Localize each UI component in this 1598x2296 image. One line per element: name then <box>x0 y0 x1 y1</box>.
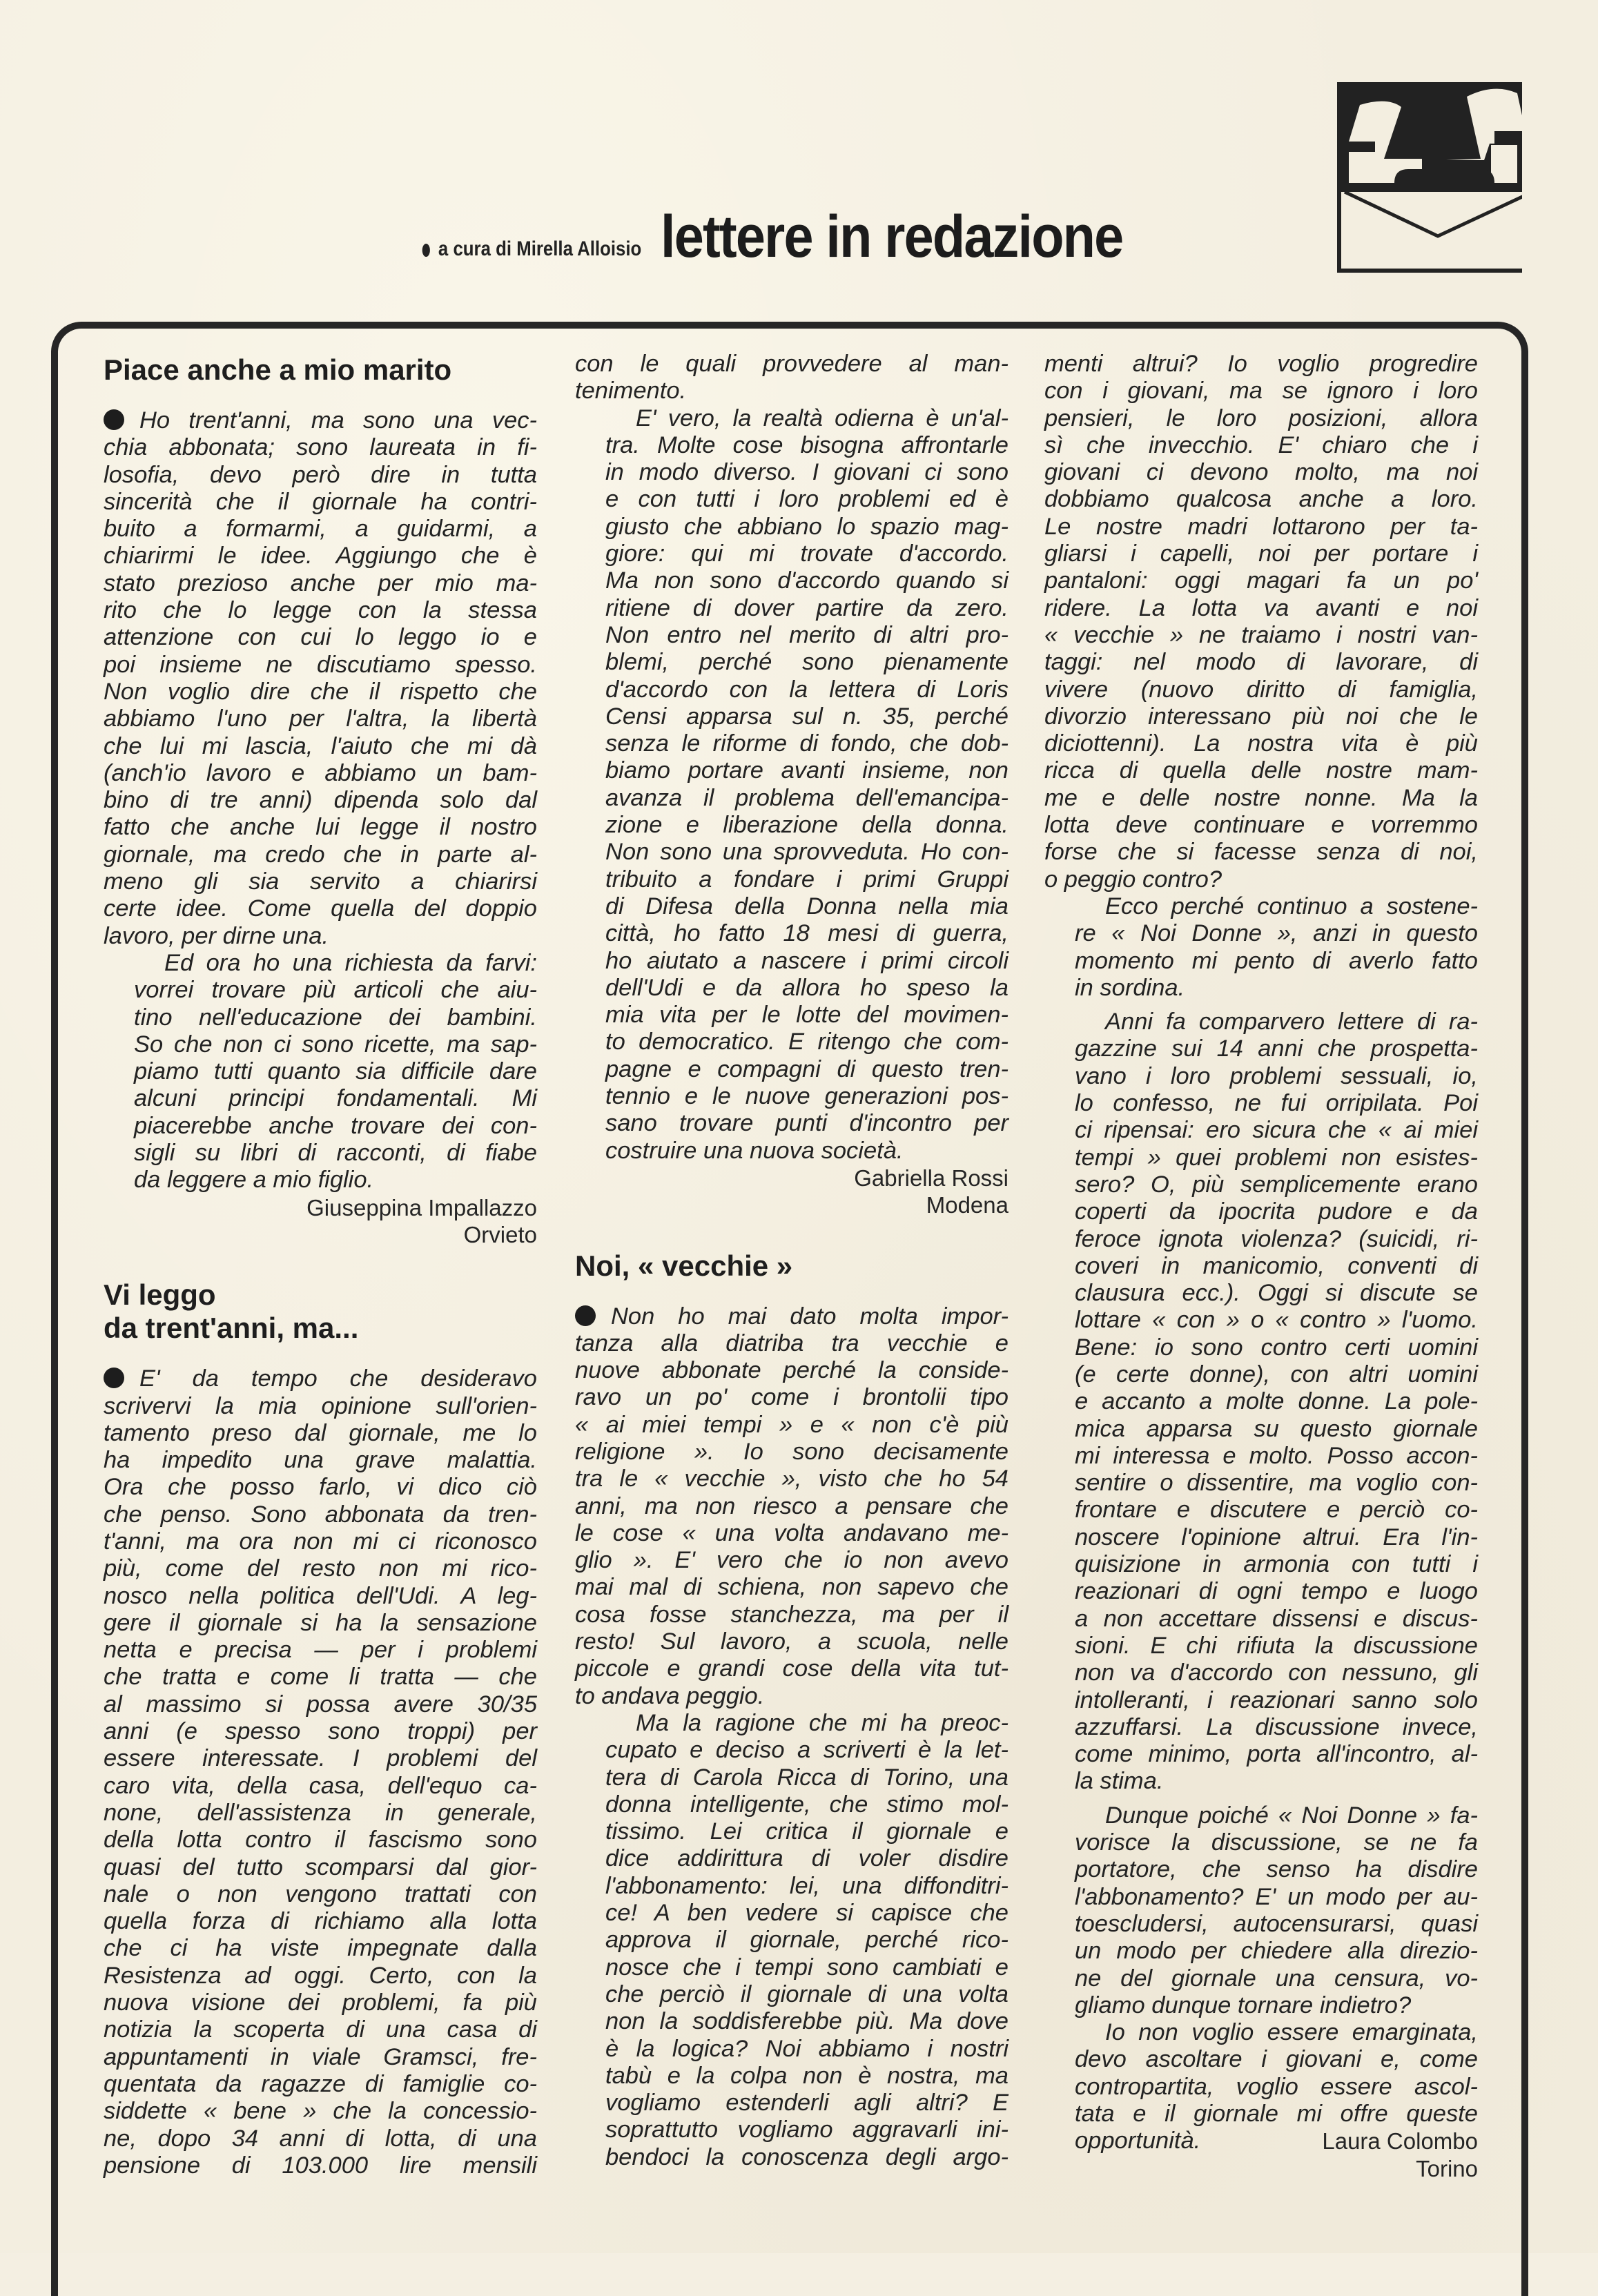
text-line: mi interessa e molto. Posso accon- <box>1075 1442 1478 1469</box>
text-line: blemi, perché sono pienamente <box>605 649 1009 676</box>
text-line: che tratta e come li tratta — che <box>104 1664 537 1691</box>
letter-title: Piace anche a mio marito <box>104 353 452 386</box>
curator-text: a cura di Mirella Alloisio <box>438 237 642 260</box>
letter-paragraph <box>1044 893 1478 1002</box>
text-line: ricca di quella delle nostre mam- <box>1044 757 1478 784</box>
text-line: (e certe donne), con altri uomini <box>1075 1361 1478 1388</box>
text-line: pagne e compagni di questo tren- <box>605 1055 1009 1082</box>
text-line: vogliamo estenderli agli altri? E <box>605 2090 1009 2117</box>
text-line: diciottenni). La nostra vita è più <box>1044 730 1478 757</box>
text-line: ha impedito una grave malattia. <box>104 1447 537 1474</box>
text-line: quella forza di richiamo alla lotta <box>104 1908 537 1935</box>
signature-city: Orvieto <box>463 1221 537 1247</box>
text-line: costruire una nuova società. <box>605 1137 904 1164</box>
text-line: a non accettare dissensi e discus- <box>1075 1605 1478 1632</box>
bullet-icon <box>104 409 124 430</box>
text-line: di Difesa della Donna nella mia <box>605 893 1009 920</box>
text-line: al massimo si possa avere 30/35 <box>104 1691 537 1718</box>
text-line: re « Noi Donne », anzi in questo <box>1075 920 1478 947</box>
text-line: reazionari di ogni tempo e luogo <box>1075 1578 1478 1605</box>
text-line: mai mal di schiena, non sapevo che <box>575 1574 1009 1601</box>
text-line: nosco nella politica dell'Udi. A leg- <box>104 1582 537 1609</box>
letter-paragraph <box>1044 351 1478 893</box>
text-line: non va d'accordo con nessuno, gli <box>1075 1660 1478 1686</box>
text-line: con i giovani, ma se ignoro i loro <box>1044 378 1478 405</box>
spacer <box>1044 1002 1478 1009</box>
text-line: d'accordo con la lettera di Loris <box>605 676 1009 703</box>
text-line: ci ripensai: ero sicura che « ai miei <box>1075 1117 1478 1144</box>
text-line: bendoci la conoscenza degli argo- <box>605 2143 1009 2170</box>
text-line: taggi: nel modo di lavorare, di <box>1044 649 1478 676</box>
text-line: cosa fosse stanchezza, ma per il <box>575 1601 1009 1628</box>
text-line: Non entro nel merito di altri pro- <box>605 621 1009 648</box>
text-line: dell'Udi e da allora ho speso la <box>605 974 1009 1001</box>
text-line: coveri in manicomio, conventi di <box>1075 1252 1478 1279</box>
text-line: chia abbonata; sono laureata in fi- <box>104 434 537 461</box>
letter-paragraph <box>1044 1009 1478 1796</box>
spacer <box>1044 1796 1478 1802</box>
text-line: to andava peggio. <box>575 1682 765 1709</box>
text-line: quisizione in armonia con tutti i <box>1075 1551 1478 1578</box>
text-line: anni (e spesso sono troppi) per <box>104 1718 537 1745</box>
text-line: come minimo, porta all'incontro, al- <box>1075 1741 1478 1768</box>
column-3 <box>1044 351 1478 2182</box>
text-line: che ci ha viste impegnate dalla <box>104 1935 537 1962</box>
text-line: nale o non vengono trattati con <box>104 1880 537 1907</box>
text-line: divorzio interessano più noi che le <box>1044 703 1478 730</box>
signature-name: Giuseppina Impallazzo <box>306 1194 537 1220</box>
letter-paragraph <box>575 351 1009 405</box>
text-line: vorisce la discussione, se ne fa <box>1075 1829 1478 1856</box>
text-line: che penso. Sono abbonata da tren- <box>104 1501 537 1528</box>
spacer <box>104 1248 537 1276</box>
text-line: « ai miei tempi » e « non c'è più <box>575 1411 1009 1438</box>
text-line: essere interessate. I problemi del <box>104 1745 537 1772</box>
text-line: tissimo. Lei critica il giornale e <box>605 1818 1009 1845</box>
signature-city: Modena <box>926 1192 1009 1218</box>
text-line: clausura ecc.). Oggi si discute se <box>1075 1280 1478 1307</box>
text-line: ho aiutato a nascere i primi circoli <box>605 947 1009 974</box>
text-line: più, come del resto non mi rico- <box>104 1555 537 1582</box>
curator-credit <box>422 237 642 261</box>
text-line: scrivervi la mia opinione sull'orien- <box>104 1392 537 1419</box>
text-line: notizia la scoperta di una casa di <box>104 2016 537 2043</box>
text-line: tra le « vecchie », visto che ho 54 <box>575 1466 1009 1492</box>
text-line: So che non ci sono ricette, ma sap- <box>134 1031 537 1058</box>
text-line: rito che lo legge con la stessa <box>104 597 537 624</box>
text-line: stato prezioso anche per mio ma- <box>104 570 537 596</box>
text-line: E' da tempo che desideravo <box>104 1365 537 1392</box>
text-line: o peggio contro? <box>1044 866 1222 893</box>
text-line: giovani ci devono molto, ma noi <box>1044 459 1478 486</box>
text-line: glio ». E' vero che io non avevo <box>575 1547 1009 1574</box>
letter-title: Noi, « vecchie » <box>575 1249 793 1282</box>
signature-name: Laura Colombo <box>1322 2128 1478 2154</box>
text-line: lo confesso, ne fui orripilata. Poi <box>1075 1090 1478 1117</box>
text-line: resto! Sul lavoro, a scuola, nelle <box>575 1628 1009 1655</box>
text-line: sincerità che il giornale ha contri- <box>104 488 537 515</box>
text-line: che perciò il giornale di una volta <box>605 1981 1009 2007</box>
text-line: città, ho fatto 18 mesi di guerra, <box>605 920 1009 947</box>
text-line: giusto che abbiano lo spazio mag- <box>605 513 1009 540</box>
text-line: ritiene di dover partire da zero. <box>605 594 1009 621</box>
text-line: vano i loro problemi sessuali, io, <box>1075 1062 1478 1089</box>
text-line: sì che invecchio. E' chiaro che i <box>1044 431 1478 458</box>
text-line: Ma non sono d'accordo quando si <box>605 567 1009 594</box>
text-line: chiarirmi le idee. Aggiungo che è <box>104 543 537 570</box>
text-line: senza le riforme di fondo, che dob- <box>605 730 1009 757</box>
text-line: bino di tre anni) dipenda solo dal <box>104 787 537 814</box>
text-line: nosce che i tempi sono cambiati e <box>605 1954 1009 1981</box>
text-line: la stima. <box>1075 1768 1164 1795</box>
text-line: vivere (nuovo diritto di famiglia, <box>1044 676 1478 703</box>
letter-paragraph <box>104 1365 537 2179</box>
text-line: Io non voglio essere emarginata, <box>1105 2019 1478 2046</box>
letters-envelope-icon <box>1325 76 1522 273</box>
text-line: « vecchie » ne traiamo i nostri van- <box>1044 621 1478 648</box>
text-line: tra. Molte cose bisogna affrontarle <box>605 431 1009 458</box>
letter-title-line: Vi leggo <box>104 1278 216 1312</box>
text-line: approva il giornale, perché rico- <box>605 1927 1009 1954</box>
text-line: forse che si facesse senza di noi, <box>1044 839 1478 866</box>
section-header <box>387 204 1174 270</box>
text-line: piacerebbe anche trovare dei con- <box>134 1112 537 1139</box>
text-line: mica apparsa su questo giornale <box>1075 1415 1478 1442</box>
text-line: noscere l'opinione altrui. Era l'in- <box>1075 1524 1478 1550</box>
text-line: biamo portare avanti insieme, non <box>605 757 1009 784</box>
text-line: tino nell'educazione dei bambini. <box>134 1004 537 1031</box>
text-line: quasi del tutto scomparsi dal gior- <box>104 1854 537 1880</box>
text-line: toescludersi, autocensurarsi, quasi <box>1075 1910 1478 1937</box>
text-line: abbiamo l'uno per l'altra, la libertà <box>104 706 537 732</box>
text-line: intolleranti, i reazionari sanno solo <box>1075 1686 1478 1713</box>
text-line: tata e il giornale mi offre queste <box>1075 2101 1478 2127</box>
bullet-icon <box>422 244 430 257</box>
letter-paragraph <box>575 1303 1009 1710</box>
letter-paragraph <box>104 950 537 1194</box>
spacer <box>575 1219 1009 1247</box>
text-line: gliarsi i capelli, noi per portare i <box>1044 541 1478 567</box>
text-line: sioni. E chi rifiuta la discussione <box>1075 1632 1478 1659</box>
text-line: gazzine sui 14 anni che prospetta- <box>1075 1035 1478 1062</box>
text-line: buito a formarmi, a guidarmi, a <box>104 516 537 543</box>
letter-title <box>104 1278 537 1345</box>
text-line: sigli su libri di racconti, di fiabe <box>134 1140 537 1167</box>
text-line: ridere. La lotta va avanti e noi <box>1044 594 1478 621</box>
text-line: un modo per chiedere alla direzio- <box>1075 1938 1478 1965</box>
text-line: to democratico. E ritengo che com- <box>605 1029 1009 1055</box>
text-line: Ora che posso farlo, vi dico ciò <box>104 1474 537 1501</box>
text-line: poi insieme ne discutiamo spesso. <box>104 651 537 678</box>
letter-paragraph <box>575 1710 1009 2171</box>
text-line: pensione di 103.000 lire mensili <box>104 2152 537 2179</box>
text-line: della lotta contro il fascismo sono <box>104 1827 537 1854</box>
letter-title-line: da trent'anni, ma... <box>104 1312 359 1345</box>
text-line: giornale, ma credo che in parte al- <box>104 841 537 868</box>
text-line: momento mi pento di averlo fatto <box>1075 947 1478 974</box>
text-line: è la logica? Noi abbiamo i nostri <box>605 2035 1009 2062</box>
text-line: non la soddisferebbe più. Ma dove <box>605 2008 1009 2035</box>
text-line: caro vita, della casa, dell'equo ca- <box>104 1772 537 1799</box>
text-line: Non ho mai dato molta impor- <box>575 1303 1009 1330</box>
text-line: Le nostre madri lottarono per ta- <box>1044 513 1478 540</box>
text-line: ne del giornale una censura, vo- <box>1075 1965 1478 1992</box>
letter-paragraph <box>575 405 1009 1165</box>
text-line: (anch'io lavoro e abbiamo un bam- <box>104 759 537 786</box>
text-line: E' vero, la realtà odierna è un'al- <box>636 405 1009 431</box>
text-line: pantaloni: oggi magari fa un po' <box>1044 567 1478 594</box>
text-line: tabù e la colpa non è nostra, ma <box>605 2062 1009 2089</box>
text-line: meno gli sia servito a chiarirsi <box>104 868 537 895</box>
text-line: Dunque poiché « Noi Donne » fa- <box>1105 1802 1478 1829</box>
text-line: giore: qui mi trovate d'accordo. <box>605 541 1009 567</box>
text-line: mia vita per le lotte del movimen- <box>605 1002 1009 1029</box>
text-line: azzuffarsi. La discussione invece, <box>1075 1713 1478 1740</box>
text-line: in modo diverso. I giovani ci sono <box>605 459 1009 486</box>
text-fragment: opportunità. <box>1075 2128 1201 2154</box>
text-line: ne, dopo 34 anni di lotta, di una <box>104 2125 537 2152</box>
text-line: tempi » quei problemi non esistes- <box>1075 1144 1478 1171</box>
text-line: lottare « con » o « contro » l'uomo. <box>1075 1307 1478 1334</box>
column-1 <box>104 351 537 2179</box>
text-line: piamo tutti quanto sia difficile dare <box>134 1058 537 1085</box>
text-line: avanza il problema dell'emancipa- <box>605 784 1009 811</box>
text-line: lavoro, per dirne una. <box>104 922 329 949</box>
text-line: lotta deve continuare e vorremmo <box>1044 812 1478 839</box>
text-line: nuove abbonate perché la conside- <box>575 1357 1009 1384</box>
text-line: Resistenza ad oggi. Certo, con la <box>104 1962 537 1989</box>
text-line: cupato e deciso a scriverti è la let- <box>605 1737 1009 1764</box>
text-line: in sordina. <box>1075 974 1185 1001</box>
text-line: donna intelligente, che stimo mol- <box>605 1791 1009 1818</box>
text-line: con le quali provvedere al man- <box>575 351 1009 377</box>
text-line: t'anni, ma ora non mi ci riconosco <box>104 1528 537 1555</box>
text-line: portatore, che senso ha disdire <box>1075 1856 1478 1883</box>
text-line: appuntamenti in viale Gramsci, fre- <box>104 2043 537 2070</box>
text-line: none, dell'assistenza in generale, <box>104 1799 537 1826</box>
text-line: Anni fa comparvero lettere di ra- <box>1105 1009 1478 1035</box>
text-line: gliamo dunque tornare indietro? <box>1075 1992 1412 2018</box>
signature-name: Gabriella Rossi <box>854 1165 1009 1191</box>
text-line: tenimento. <box>575 378 687 405</box>
column-2 <box>575 351 1009 2171</box>
text-line: sentire o dissentire, ma voglio con- <box>1075 1470 1478 1497</box>
letter-paragraph <box>1044 1802 1478 2019</box>
text-line: Non voglio dire che il rispetto che <box>104 678 537 705</box>
text-line: tera di Carola Ricca di Torino, una <box>605 1764 1009 1791</box>
text-line: coperti da ipocrita pudore e da <box>1075 1198 1478 1225</box>
text-line <box>1044 2128 1478 2154</box>
text-line: attenzione con cui lo leggo io e <box>104 624 537 651</box>
text-line: le cose « una volta andavano me- <box>575 1519 1009 1546</box>
text-line: dice addirittura di voler disdire <box>605 1845 1009 1872</box>
text-line: tribuito a fondare i primi Gruppi <box>605 866 1009 893</box>
letter-paragraph <box>104 407 537 950</box>
text-line: ravo un po' come i brontolii tipo <box>575 1384 1009 1411</box>
text-line: feroce ignota violenza? (suicidi, ri- <box>1075 1225 1478 1252</box>
text-line: e con tutti i loro problemi ed è <box>605 486 1009 513</box>
text-line: sano trovare punti d'incontro per <box>605 1110 1009 1137</box>
bullet-icon <box>575 1305 596 1326</box>
text-line: Non sono una sprovveduta. Ho con- <box>605 839 1009 866</box>
text-line: tamento preso dal giornale, me lo <box>104 1419 537 1446</box>
text-line: Ma la ragione che mi ha preoc- <box>636 1709 1009 1736</box>
text-line: vorrei trovare più articoli che aiu- <box>134 977 537 1004</box>
text-line: menti altrui? Io voglio progredire <box>1044 351 1478 377</box>
text-line: che lui mi lascia, l'aiuto che mi dà <box>104 732 537 759</box>
text-line: tennio e le nuove generazioni pos- <box>605 1083 1009 1110</box>
letter-paragraph <box>1044 2019 1478 2154</box>
text-line: nuova visione dei problemi, fa più <box>104 1989 537 2016</box>
bullet-icon <box>104 1368 124 1388</box>
text-line: da leggere a mio figlio. <box>134 1167 374 1194</box>
section-title: lettere in redazione <box>661 204 1123 270</box>
text-line: fatto che anche lui legge il nostro <box>104 814 537 841</box>
text-line: ce! A ben vedere si capisce che <box>605 1900 1009 1927</box>
text-line: Ecco perché continuo a sostene- <box>1105 893 1478 920</box>
text-line: frontare e discutere e perciò co- <box>1075 1497 1478 1524</box>
text-line: soprattutto vogliamo aggravarli ini- <box>605 2117 1009 2143</box>
text-line: me e delle nostre nonne. Ma la <box>1044 784 1478 811</box>
text-line: devo ascoltare i giovani e, come <box>1075 2046 1478 2073</box>
text-line: quentata da ragazze di famiglie co- <box>104 2070 537 2097</box>
text-line: l'abbonamento? E' un modo per au- <box>1075 1883 1478 1910</box>
text-line: Ho trent'anni, ma sono una vec- <box>104 407 537 434</box>
text-line: e accanto a molte donne. La pole- <box>1075 1388 1478 1415</box>
text-line: Bene: io sono contro certi uomini <box>1075 1334 1478 1361</box>
text-line: contropartita, voglio essere ascol- <box>1075 2073 1478 2100</box>
text-line: zione e liberazione della donna. <box>605 812 1009 839</box>
text-line: tanza alla diatriba tra vecchie e <box>575 1330 1009 1356</box>
text-line: l'abbonamento: lei, una diffonditri- <box>605 1872 1009 1899</box>
text-line: losofia, devo però dire in tutta <box>104 461 537 488</box>
text-line: alcuni principi fondamentali. Mi <box>134 1085 537 1112</box>
text-line: certe idee. Come quella del doppio <box>104 895 537 922</box>
text-line: Ed ora ho una richiesta da farvi: <box>164 949 537 976</box>
text-line: anni, ma non riesco a pensare che <box>575 1492 1009 1519</box>
text-line: siddette « bene » che la concessio- <box>104 2098 537 2125</box>
text-line: dobbiamo qualcosa anche a loro. <box>1044 486 1478 513</box>
text-line: pensieri, le loro posizioni, allora <box>1044 405 1478 431</box>
text-line: gere il giornale si ha la sensazione <box>104 1609 537 1636</box>
text-line: netta e precisa — per i problemi <box>104 1637 537 1664</box>
text-line: sero? O, più semplicemente erano <box>1075 1171 1478 1198</box>
text-line: religione ». Io sono decisamente <box>575 1438 1009 1465</box>
signature-city: Torino <box>1416 2155 1478 2181</box>
text-line: Censi apparsa sul n. 35, perché <box>605 703 1009 730</box>
text-line: piccole e grandi cose della vita tut- <box>575 1655 1009 1682</box>
